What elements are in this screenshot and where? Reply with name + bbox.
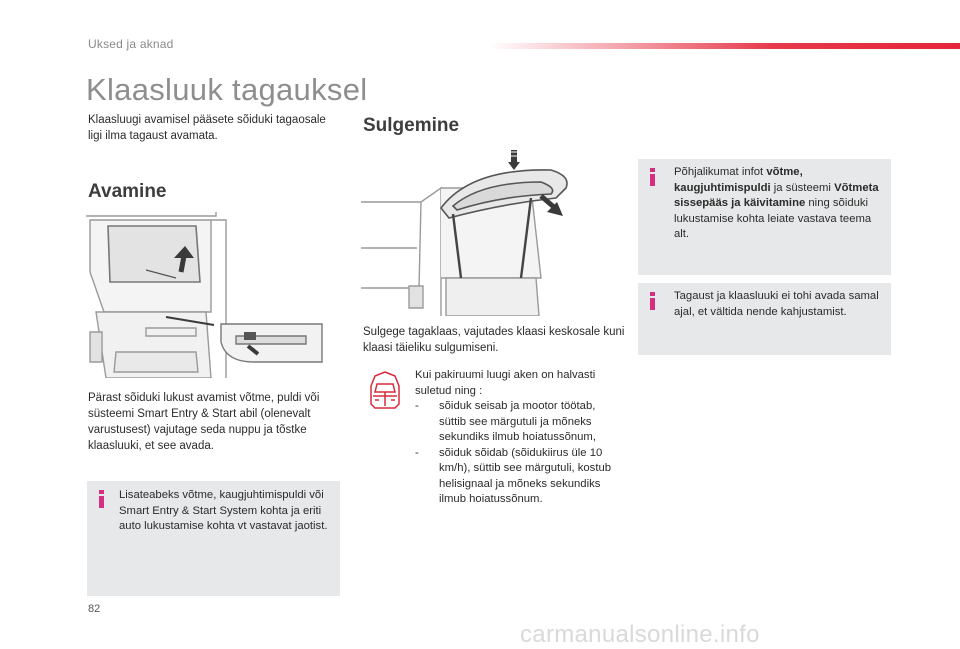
right-info-text-1: [674, 165, 879, 243]
opening-info-text: Lisateabeks võtme, kaugjuhtimispuldi või Smart Entry & Start System kohta ja eriti auto lukustamise kohta vt vastavat jaotist.: [119, 489, 328, 532]
rear-door-window-closing-illustration: [361, 148, 616, 316]
closing-illustration: [361, 148, 616, 316]
section-header: Uksed ja aknad: [88, 37, 174, 51]
warning-list: [415, 399, 615, 508]
info-bold-keys: võtme, kaugjuhtimispuldi: [674, 166, 803, 194]
info-icon: [99, 490, 104, 508]
warning-block: [415, 368, 615, 508]
right-info-text-2: Tagaust ja klaasluuki ei tohi avada samal ajal, et vältida nende kahjustamist.: [674, 290, 879, 318]
info-text-part: Põhjalikumat infot: [674, 166, 767, 178]
info-text-part: ja süsteemi: [770, 181, 835, 194]
info-bold-keyless: Võtmeta sissepääs ja käivitamine: [674, 181, 879, 209]
opening-illustration: [86, 212, 340, 378]
right-info-box-2: [638, 283, 891, 355]
car-warning-icon: [369, 370, 401, 412]
right-info-box-1: [638, 159, 891, 275]
opening-text: Pärast sõiduki lukust avamist võtme, puldi või süsteemi Smart Entry & Start abil (olenevalt varustusest) vajutage seda nuppu ja tõstke klaasluuki, et see avada.: [88, 392, 320, 452]
warning-intro: Kui pakiruumi luugi aken on halvasti suletud ning :: [415, 369, 596, 397]
watermark: carmanualsonline.info: [520, 621, 760, 648]
page-title: Klaasluuk tagauksel: [86, 72, 368, 107]
warning-item: - sõiduk seisab ja mootor töötab, süttib see märgutuli ja mõneks sekundiks ilmub hoiatussõnum,: [415, 399, 615, 446]
header-accent-line: [490, 43, 960, 49]
page-number: 82: [88, 603, 101, 615]
info-text-part: ning sõiduki lukustamise kohta leiate vastava teema alt.: [674, 197, 872, 240]
warning-item: - sõiduk sõidab (sõidukiirus üle 10 km/h), süttib see märgutuli, kostub helisignaal ja mõneks sekundiks ilmub hoiatussõnum.: [415, 446, 615, 508]
info-icon: [650, 292, 655, 310]
rear-door-window-opening-illustration: [86, 212, 340, 378]
intro-text: Klaasluugi avamisel pääsete sõiduki tagaosale ligi ilma tagaust avamata.: [88, 114, 326, 142]
opening-heading: Avamine: [88, 181, 167, 202]
closing-text: Sulgege tagaklaas, vajutades klaasi keskosale kuni klaasi täieliku sulgumiseni.: [363, 326, 625, 354]
closing-heading: Sulgemine: [363, 115, 460, 136]
info-icon: [650, 168, 655, 186]
opening-info-box: [87, 481, 340, 596]
